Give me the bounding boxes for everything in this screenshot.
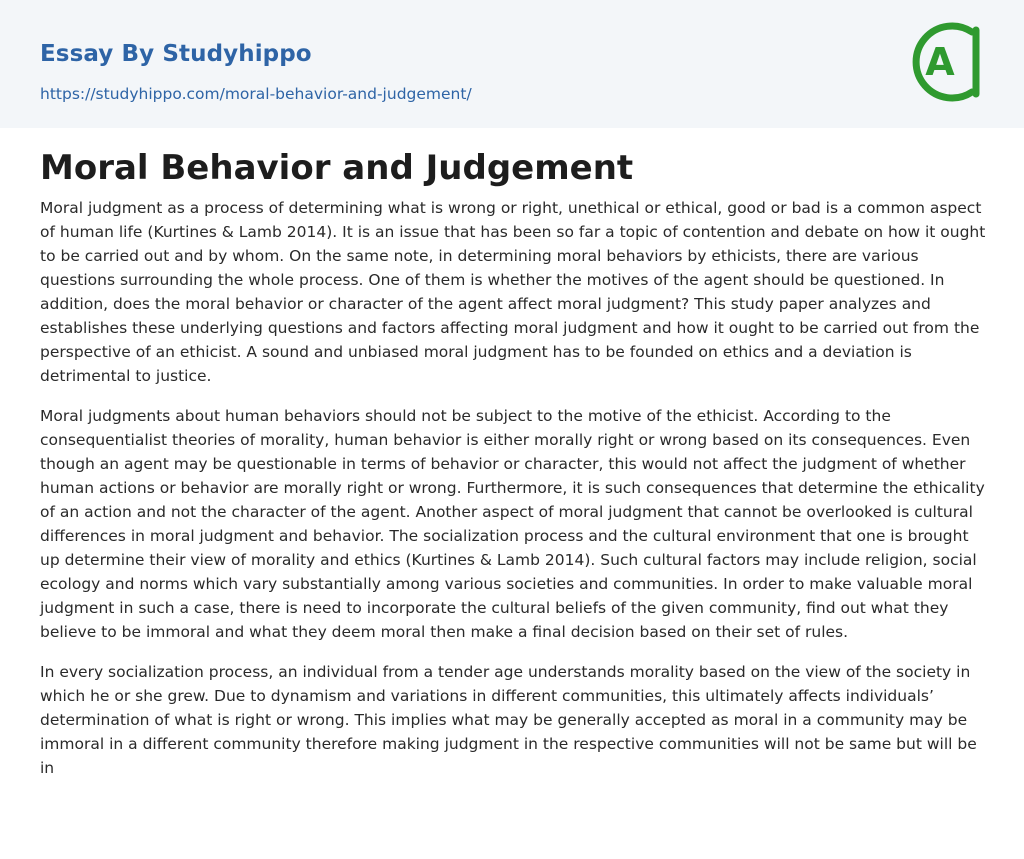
paragraph-3: In every socialization process, an individual from a tender age understands morality based on the view of the society in which he or she grew. Due to dynamism and variations in different communities, this ultimately affects individuals’ determination of what is right or wrong. This implies what may be generally accepted as moral in a community may be immoral in a different community therefore making judgment in the respective communities will not be same but will be in (40, 663, 977, 777)
article-title: Moral Behavior and Judgement (40, 148, 634, 188)
paragraph-1: Moral judgment as a process of determining what is wrong or right, unethical or ethical, good or bad is a common aspect of human life (Kurtines & Lamb 2014). It is an issue that has been so far a topic of contention and debate on how it ought to be carried out and by whom. On the same note, in determining moral behaviors by ethicists, there are various questions surrounding the whole process. One of them is whether the motives of the agent should be questioned. In addition, does the moral behavior or character of the agent affect moral judgment? This study paper analyzes and establishes these underlying questions and factors affecting moral judgment and how it ought to be carried out from the perspective of an ethicist. A sound and unbiased moral judgment has to be founded on ethics and a deviation is detrimental to justice. (40, 199, 986, 385)
article-body (40, 146, 988, 796)
article-url-link[interactable]: https://studyhippo.com/moral-behavior-and-judgement/ (40, 85, 472, 103)
site-header (0, 0, 1024, 128)
site-brand[interactable]: Essay By Studyhippo (40, 41, 312, 67)
logo-letter: A (925, 40, 955, 84)
grade-a-logo-icon[interactable] (910, 18, 990, 106)
paragraph-2: Moral judgments about human behaviors should not be subject to the motive of the ethicist. According to the consequentialist theories of morality, human behavior is either morally right or wrong based on its consequences. Even though an agent may be questionable in terms of behavior or character, this would not affect the judgment of whether human actions or behavior are morally right or wrong. Furthermore, it is such consequences that determine the ethicality of an action and not the character of the agent. Another aspect of moral judgment that cannot be overlooked is cultural differences in moral judgment and behavior. The socialization process and the cultural environment that one is brought up determine their view of morality and ethics (Kurtines & Lamb 2014). Such cultural factors may include religion, social ecology and norms which vary substantially among various societies and communities. In order to make valuable moral judgment in such a case, there is need to incorporate the cultural beliefs of the given community, find out what they believe to be immoral and what they deem moral then make a final decision based on their set of rules. (40, 407, 985, 641)
